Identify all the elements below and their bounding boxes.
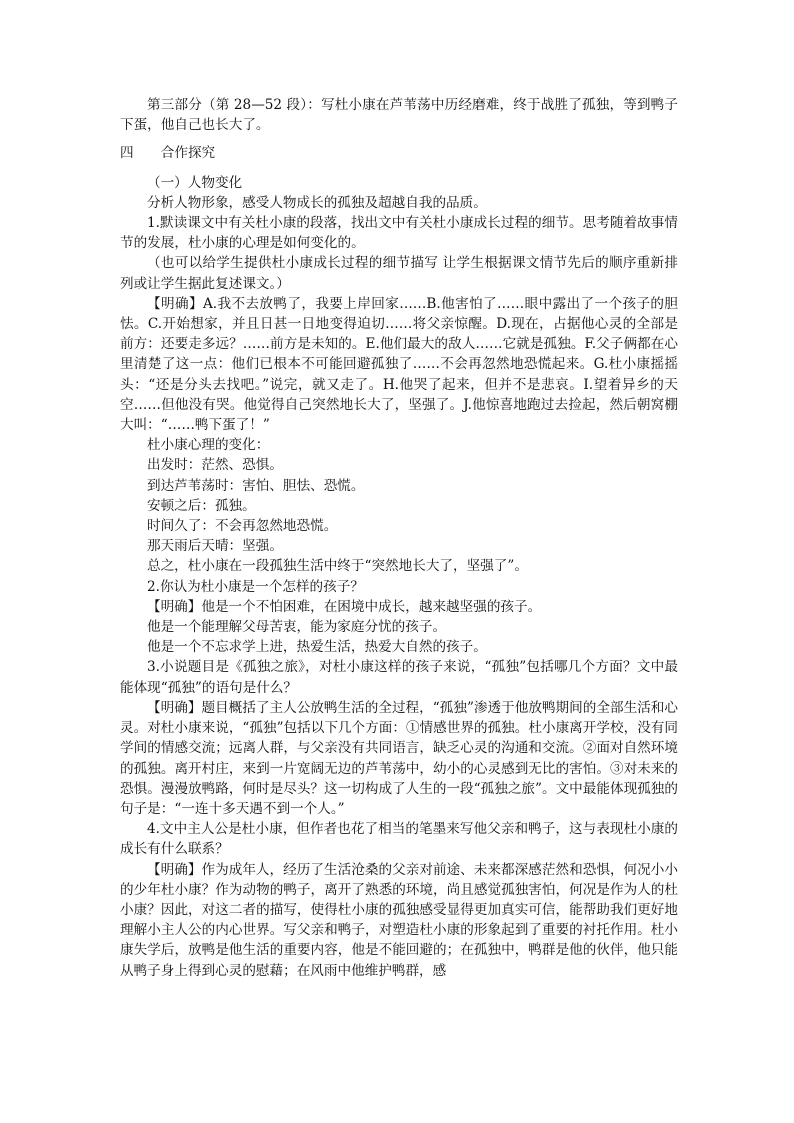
question-3: 3.小说题目是《孤独之旅》，对杜小康这样的孩子来说，“孤独”包括哪几个方面？文中最能体现“孤独”的语句是什么？ xyxy=(120,659,678,696)
answer-4-paragraph xyxy=(120,860,678,981)
subsection-one-heading: （一）人物变化 xyxy=(147,174,243,191)
stage-item: 安顿之后：孤独。 xyxy=(147,497,256,514)
answer-2-line: 他是一个能理解父母苦衷，能为家庭分忧的孩子。 xyxy=(147,619,447,636)
answer-label: 【明确】 xyxy=(147,295,203,312)
summary-paragraph: 总之，杜小康在一段孤独生活中终于“突然地长大了，坚强了”。 xyxy=(147,558,528,575)
answer-4-text: 作为成年人，经历了生活沧桑的父亲对前途、未来都深感茫然和恐惧，何况小小的少年杜小康？作为动物的鸭子，离开了熟悉的环境，尚且感觉孤独害怕，何况是作为人的杜小康？因此，对这二者的描写，使得杜小康的孤独感受显得更加真实可信，能帮助我们更好地理解小主人公的内心世界。写父亲和鸭子，对塑造杜小康的形象起到了重要的衬托作用。杜小康失学后，放鸭是他生活的重要内容，他是不能回避的；在孤独中，鸭群是他的伙伴，他只能从鸭子身上得到心灵的慰藉；在风雨中他维护鸭群，感 xyxy=(120,861,679,979)
answer-1-paragraph xyxy=(120,294,678,435)
question-2: 2.你认为杜小康是一个怎样的孩子？ xyxy=(147,578,364,595)
answer-3-text: 题目概括了主人公放鸭生活的全过程，“孤独”渗透于他放鸭期间的全部生活和心灵。对杜小康来说，“孤独”包括以下几个方面：①情感世界的孤独。杜小康离开学校，没有同学间的情感交流；远离人群，与父亲没有共同语言，缺乏心灵的沟通和交流。②面对自然环境的孤独。离开村庄，来到一片宽阔无边的芦苇荡中，幼小的心灵感到无比的害怕。③对未来的恐惧。漫漫放鸭路，何时是尽头？这一切构成了人生的一段“孤独之旅”。文中最能体现孤独的句子是：“一连十多天遇不到一个人。” xyxy=(120,699,678,817)
answer-label: 【明确】 xyxy=(147,861,202,878)
answer-3-paragraph xyxy=(120,698,678,819)
answer-1-text: A.我不去放鸭了，我要上岸回家……B.他害怕了……眼中露出了一个孩子的胆怯。C.开始想家，并且日甚一日地变得迫切……将父亲惊醒。D.现在，占据他心灵的全部是前方：还要走多远？……前方是未知的。E.他们最大的敌人……它就是孤独。F.父子俩都在心里清楚了这一点：他们已根本不可能回避孤独了……不会再忽然地恐慌起来。G.杜小康摇摇头：“还是分头去找吧。”说完，就又走了。H.他哭了起来，但并不是悲哀。I.望着异乡的天空……但他没有哭。他觉得自己突然地长大了，坚强了。J.他惊喜地跑过去捡起，然后朝窝棚大叫：“……鸭下蛋了！” xyxy=(120,295,679,434)
question-1: 1.默读课文中有关杜小康的段落，找出文中有关杜小康成长过程的细节。思考随着故事情节的发展，杜小康的心理是如何变化的。 xyxy=(120,215,678,252)
part-three-paragraph: 第三部分（第 28—52 段）：写杜小康在芦苇荡中历经磨难，终于战胜了孤独，等到鸭子下蛋，他自己也长大了。 xyxy=(120,97,678,134)
stage-item: 到达芦苇荡时：害怕、胆怯、恐慌。 xyxy=(147,477,365,494)
document-body xyxy=(120,95,678,981)
question-1-note: （也可以给学生提供杜小康成长过程的细节描写 让学生根据课文情节先后的顺序重新排列或让学生据此复述课文。） xyxy=(120,255,678,292)
intro-paragraph: 分析人物形象，感受人物成长的孤独及超越自我的品质。 xyxy=(147,194,487,211)
stage-item: 时间久了：不会再忽然地恐慌。 xyxy=(147,518,338,535)
section-four-heading: 四 合作探究 xyxy=(120,145,216,162)
stage-item: 出发时：茫然、恐惧。 xyxy=(147,457,283,474)
answer-2-paragraph xyxy=(120,597,678,617)
change-title: 杜小康心理的变化： xyxy=(147,437,270,454)
stage-item: 那天雨后天晴：坚强。 xyxy=(147,538,283,555)
question-4: 4.文中主人公是杜小康，但作者也花了相当的笔墨来写他父亲和鸭子，这与表现杜小康的成长有什么联系？ xyxy=(120,821,678,858)
answer-label: 【明确】 xyxy=(147,699,202,716)
answer-label: 【明确】 xyxy=(147,598,202,615)
answer-2-line: 他是一个不忘求学上进，热爱生活，热爱大自然的孩子。 xyxy=(147,639,487,656)
answer-2-text: 他是一个不怕困难，在困境中成长，越来越坚强的孩子。 xyxy=(201,598,542,615)
